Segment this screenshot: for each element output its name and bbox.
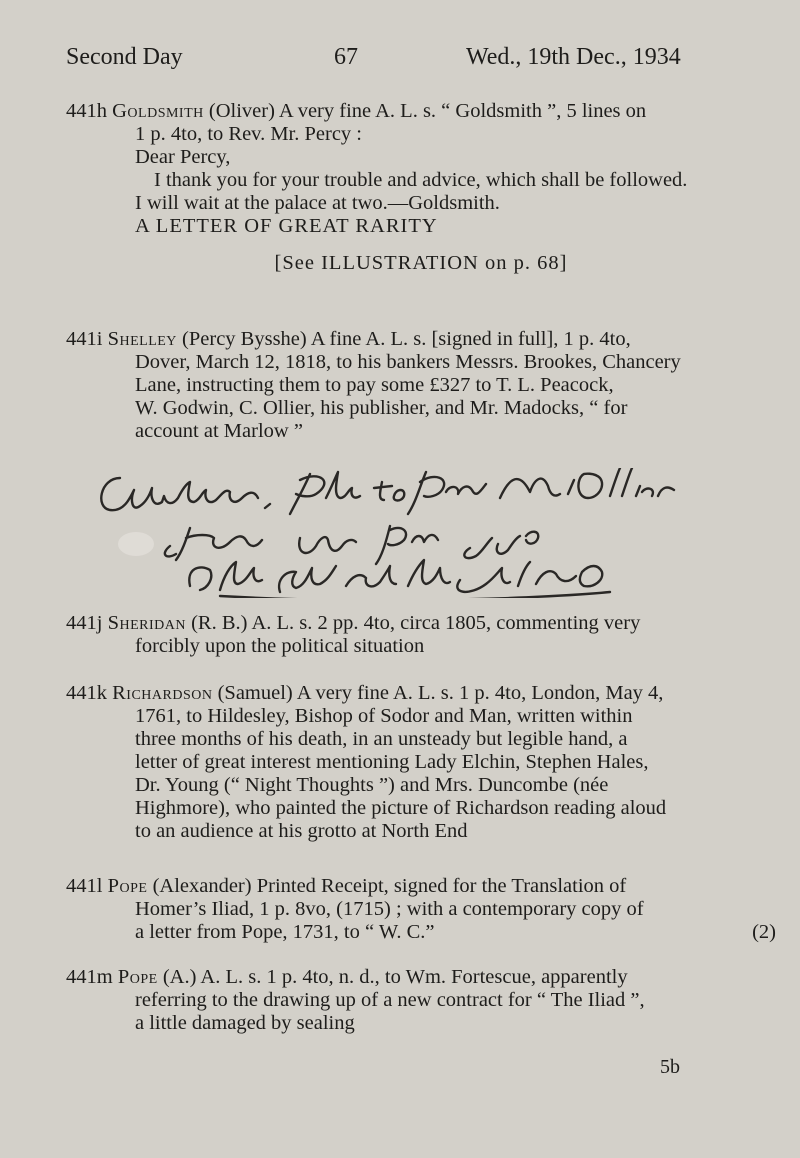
lot-441l (66, 875, 776, 944)
signature-facsimile (90, 468, 780, 598)
lot-description-line: account at Marlow ” (135, 420, 303, 442)
lot-number: 441j (66, 612, 103, 634)
lot-author: Shelley (107, 328, 177, 350)
lot-description-line: 1 p. 4to, to Rev. Mr. Percy : (135, 123, 363, 145)
letter-body: I will wait at the palace at two.—Goldsmith. (135, 192, 500, 214)
header-date: Wed., 19th Dec., 1934 (466, 44, 681, 70)
lot-description-line: letter of great interest mentioning Lady Elchin, Stephen Hales, (135, 751, 649, 773)
signature-mark: 5b (660, 1056, 680, 1078)
lot-description-line: W. Godwin, C. Ollier, his publisher, and Mr. Madocks, “ for (135, 397, 628, 419)
lot-description-line: Homer’s Iliad, 1 p. 8vo, (1715) ; with a contemporary copy of (135, 898, 644, 920)
letter-body: I thank you for your trouble and advice, which shall be followed. (154, 169, 688, 191)
lot-description-line: (R. B.) A. L. s. 2 pp. 4to, circa 1805, commenting very (185, 612, 641, 634)
lot-item-count: (2) (752, 921, 776, 943)
lot-author: Pope (107, 875, 148, 897)
lot-description-line: (Percy Bysshe) A fine A. L. s. [signed in full], 1 p. 4to, (176, 328, 631, 350)
lot-441m (66, 966, 776, 1035)
handwritten-signature (90, 468, 780, 598)
lot-description-line: forcibly upon the political situation (135, 635, 425, 657)
lot-author: Sheridan (107, 612, 186, 634)
lot-description-line: to an audience at his grotto at North End (135, 820, 468, 842)
lot-441i (66, 328, 776, 443)
illustration-reference: [See ILLUSTRATION on p. 68] (274, 252, 568, 274)
lot-author: Richardson (112, 682, 213, 704)
lot-description-line: Lane, instructing them to pay some £327 to T. L. Peacock, (135, 374, 614, 396)
lot-description-line: (A.) A. L. s. 1 p. 4to, n. d., to Wm. Fortescue, apparently (157, 966, 628, 988)
page-header (66, 44, 800, 76)
lot-number: 441m (66, 966, 113, 988)
lot-441h (66, 100, 776, 275)
lot-description-line: Dover, March 12, 1818, to his bankers Messrs. Brookes, Chancery (135, 351, 681, 373)
lot-number: 441i (66, 328, 103, 350)
lot-description-line: referring to the drawing up of a new contract for “ The Iliad ”, (135, 989, 645, 1011)
lot-author: Pope (117, 966, 158, 988)
lot-description-line: a little damaged by sealing (135, 1012, 355, 1034)
letter-salutation: Dear Percy, (135, 146, 231, 168)
lot-description-line-with-count (66, 921, 776, 944)
header-page-number: 67 (334, 44, 358, 70)
lot-description-line: (Oliver) A very fine A. L. s. “ Goldsmith ”, 5 lines on (203, 100, 647, 122)
header-sale-day: Second Day (66, 44, 183, 70)
lot-number: 441l (66, 875, 103, 897)
lot-441k (66, 682, 776, 843)
lot-number: 441h (66, 100, 107, 122)
lot-description-line: a letter from Pope, 1731, to “ W. C.” (135, 921, 435, 943)
lot-description-line: three months of his death, in an unsteady but legible hand, a (135, 728, 628, 750)
lot-note: A LETTER OF GREAT RARITY (135, 215, 438, 237)
lot-description-line: Dr. Young (“ Night Thoughts ”) and Mrs. Duncombe (née (135, 774, 609, 796)
lot-description-line: Highmore), who painted the picture of Richardson reading aloud (135, 797, 667, 819)
lot-author: Goldsmith (112, 100, 204, 122)
lot-number: 441k (66, 682, 107, 704)
lot-description-line: (Alexander) Printed Receipt, signed for the Translation of (147, 875, 627, 897)
lot-description-line: 1761, to Hildesley, Bishop of Sodor and Man, written within (135, 705, 633, 727)
lot-441j (66, 612, 776, 658)
lot-description-line: (Samuel) A very fine A. L. s. 1 p. 4to, London, May 4, (212, 682, 664, 704)
